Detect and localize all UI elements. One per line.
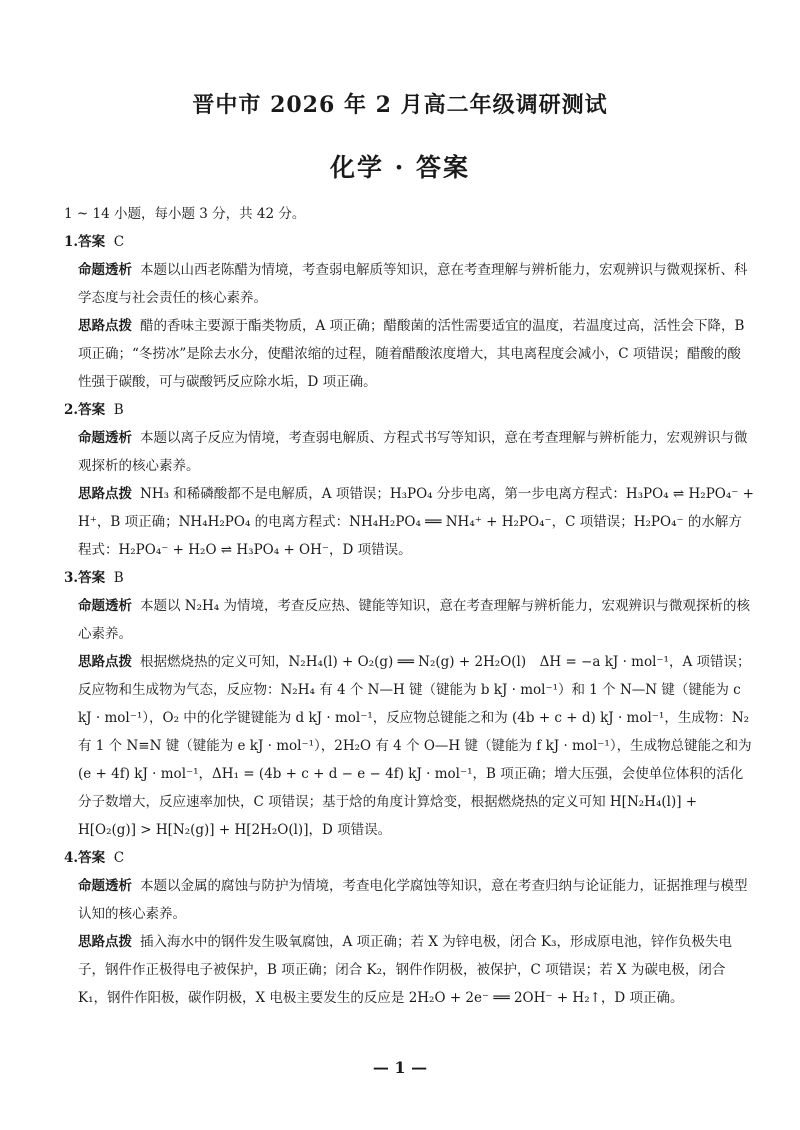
solution-label: 思路点拨: [78, 486, 132, 502]
question-header: [64, 564, 754, 592]
question-number: 1.: [64, 234, 79, 250]
analysis-paragraph: [64, 256, 754, 312]
page-subtitle: 化学 · 答案: [329, 153, 471, 182]
answer-label: 答案: [78, 234, 106, 250]
answer-label: 答案: [78, 850, 106, 866]
question-header: [64, 396, 754, 424]
analysis-paragraph: [64, 872, 754, 928]
question-3: [64, 564, 754, 844]
solution-label: 思路点拨: [78, 318, 132, 334]
solution-text: NH₃ 和稀磷酸都不是电解质，A 项错误；H₃PO₄ 分步电离，第一步电离方程式：H₃PO₄ ⇌ H₂PO₄⁻ + H⁺，B 项正确；NH₄H₂PO₄ 的电离方程式：NH₄H₂PO₄ ══ NH₄⁺ + H₂PO₄⁻，C 项错误；H₂PO₄⁻ 的水解方程式：H₂PO₄⁻ + H₂O ⇌ H₃PO₄ + OH⁻，D 项错误。: [78, 486, 754, 558]
analysis-text: 本题以离子反应为情境，考查弱电解质、方程式书写等知识，意在考查理解与辨析能力，宏观辨识与微观探析的核心素养。: [78, 430, 748, 474]
page-title: 晋中市 2026 年 2 月高二年级调研测试: [192, 92, 608, 118]
answer-content: [64, 200, 754, 1012]
question-number: 3.: [64, 570, 79, 586]
analysis-text: 本题以金属的腐蚀与防护为情境，考查电化学腐蚀等知识，意在考查归纳与论证能力，证据推理与模型认知的核心素养。: [78, 878, 748, 922]
question-2: [64, 396, 754, 564]
analysis-text: 本题以山西老陈醋为情境，考查弱电解质等知识，意在考查理解与辨析能力，宏观辨识与微观探析、科学态度与社会责任的核心素养。: [78, 262, 748, 306]
answer-label: 答案: [78, 402, 106, 418]
answer-value: C: [113, 850, 125, 866]
question-header: [64, 844, 754, 872]
answer-value: B: [113, 402, 124, 418]
question-header: [64, 228, 754, 256]
analysis-paragraph: [64, 592, 754, 648]
analysis-label: 命题透析: [78, 878, 132, 894]
question-1: [64, 228, 754, 396]
solution-text: 插入海水中的钢件发生吸氧腐蚀，A 项正确；若 X 为锌电极，闭合 K₃，形成原电池，锌作负极失电子，钢件作正极得电子被保护，B 项正确；闭合 K₂，钢件作阴极，被保护，C 项错误；若 X 为碳电极，闭合 K₁，钢件作阳极，碳作阴极，X 电极主要发生的反应是 2H₂O + 2e⁻ ══ 2OH⁻ + H₂↑，D 项正确。: [78, 934, 733, 1006]
question-number: 4.: [64, 850, 79, 866]
solution-paragraph: [64, 480, 754, 564]
analysis-label: 命题透析: [78, 598, 132, 614]
answer-label: 答案: [78, 570, 106, 586]
solution-text: 根据燃烧热的定义可知，N₂H₄(l) + O₂(g) ══ N₂(g) + 2H₂O(l) ΔH = −a kJ · mol⁻¹，A 项错误；反应物和生成物为气态，反应物：N₂H₄ 有 4 个 N—H 键（键能为 b kJ · mol⁻¹）和 1 个 N—N 键（键能为 c kJ · mol⁻¹），O₂ 中的化学键键能为 d kJ · mol⁻¹，反应物总键能之和为 (4b + c + d) kJ · mol⁻¹，生成物：N₂ 有 1 个 N≡N 键（键能为 e kJ · mol⁻¹），2H₂O 有 4 个 O—H 键（键能为 f kJ · mol⁻¹），生成物总键能之和为 (e + 4f) kJ · mol⁻¹，ΔH₁ = (4b + c + d − e − 4f) kJ · mol⁻¹，B 项正确；增大压强，会使单位体积的活化分子数增大，反应速率加快，C 项错误；基于焓的角度计算焓变，根据燃烧热的定义可知 H[N₂H₄(l)] + H[O₂(g)] > H[N₂(g)] + H[2H₂O(l)]，D 项错误。: [78, 654, 752, 838]
solution-text: 醋的香味主要源于酯类物质，A 项正确；醋酸菌的活性需要适宜的温度，若温度过高，活性会下降，B 项正确；“冬捞冰”是除去水分，使醋浓缩的过程，随着醋酸浓度增大，其电离程度会减小，C 项错误；醋酸的酸性强于碳酸，可与碳酸钙反应除水垢，D 项正确。: [78, 318, 745, 390]
analysis-label: 命题透析: [78, 430, 132, 446]
solution-paragraph: [64, 928, 754, 1012]
section-intro: 1 ~ 14 小题，每小题 3 分，共 42 分。: [64, 206, 306, 222]
answer-value: B: [113, 570, 124, 586]
analysis-label: 命题透析: [78, 262, 132, 278]
solution-paragraph: [64, 312, 754, 396]
solution-label: 思路点拨: [78, 934, 132, 950]
answer-value: C: [113, 234, 125, 250]
question-4: [64, 844, 754, 1012]
page-number: — 1 —: [372, 1058, 428, 1077]
analysis-text: 本题以 N₂H₄ 为情境，考查反应热、键能等知识，意在考查理解与辨析能力，宏观辨识与微观探析的核心素养。: [78, 598, 750, 642]
question-number: 2.: [64, 402, 79, 418]
solution-paragraph: [64, 648, 754, 844]
solution-label: 思路点拨: [78, 654, 132, 670]
analysis-paragraph: [64, 424, 754, 480]
